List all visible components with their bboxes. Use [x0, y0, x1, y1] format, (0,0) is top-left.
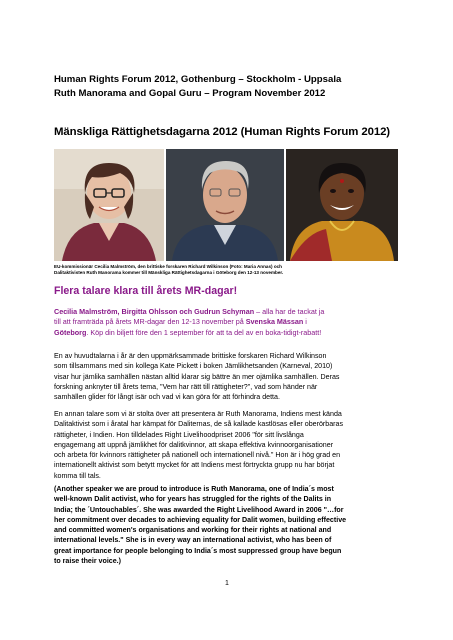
section-heading: Flera talare klara till årets MR-dagar!: [54, 285, 238, 297]
paragraph-line: som tillsammans med sin kollega Kate Pickett i boken Jämlikhetsanden (Karneval, 2010): [54, 362, 333, 371]
header-line-2: Ruth Manorama and Gopal Guru – Program November 2012: [54, 88, 326, 99]
paragraph-line: rättigheter, i Indien. Hon tilldelades Right Livelihoodpriset 2006 "för sitt livslånga: [54, 430, 304, 439]
paragraph-manorama-sv: [54, 409, 397, 481]
paragraph-line: forskning anknyter till årets tema, "Vem har rätt till rättigheter?", vad som händer när: [54, 382, 318, 391]
venue-name: Svenska Mässan: [245, 317, 304, 327]
paragraph-line: och arbeta för kvinnors rättigheter på nationell och internationell nivå." Hon är i hög grad en: [54, 451, 341, 460]
paragraph-line: komma till tals.: [54, 471, 101, 480]
paragraph-line: Dalitaktivist som i åratal har kämpat för Daliternas, de så kallade kastlösas eller oberörbaras: [54, 420, 344, 429]
paragraph-wilkinson: [54, 351, 397, 402]
paragraph-line: En av huvudtalarna i år är den uppmärksammade brittiske forskaren Richard Wilkinson: [54, 352, 327, 360]
intro-line-3-text: . Köp din biljett före den 1 september för att ta del av en boka-tidigt-rabatt!: [86, 327, 322, 337]
paragraph-manorama-en: [54, 484, 397, 566]
paragraph-line: international levels." She is in every way an international activist, who has been of: [54, 536, 332, 545]
header-line-1: Human Rights Forum 2012, Gothenburg – Stockholm - Uppsala: [54, 74, 342, 85]
paragraph-line: well-known Dalit activist, who for years has struggled for the rights of the Dalits in: [54, 495, 332, 504]
paragraph-line: (Another speaker we are proud to introduce is Ruth Manorama, one of India´s most: [54, 485, 334, 493]
intro-paragraph: [54, 307, 397, 338]
paragraph-line: to raise their voice.): [54, 557, 122, 566]
intro-line-2-text: till att framträda på årets MR-dagar den 12-13 november på: [54, 317, 246, 327]
main-title: Mänskliga Rättighetsdagarna 2012 (Human Rights Forum 2012): [54, 126, 391, 138]
speaker-names: Cecilia Malmström, Birgitta Ohlsson och Gudrun Schyman: [54, 307, 255, 316]
paragraph-line: En annan talare som vi är stolta över att presentera är Ruth Manorama, Indiens mest kända: [54, 410, 342, 418]
intro-line-2: [54, 317, 397, 327]
page-number: 1: [225, 580, 229, 587]
intro-line-3: [54, 328, 397, 338]
document-header: [54, 73, 434, 101]
caption-line-2: Dalitaktivisten Ruth Manorama kommer till Mänskliga Rättighetsdagarna i Göteborg den 12-13 november.: [54, 270, 284, 275]
intro-line-1: [54, 307, 397, 317]
intro-line-1-text: – alla har de tackat ja: [254, 307, 325, 316]
paragraph-line: her commitment over decades to achieving equality for Dalit women, building effective: [54, 515, 347, 524]
paragraph-line: and committed women's organisations and working for their rights at national and: [54, 526, 332, 535]
photo-caption: [54, 264, 399, 276]
caption-line-1: EU-kommissionär Cecilia Malmström, den brittiske forskaren Richard Wilkinson (Foto: Maria Annas) och: [54, 264, 282, 269]
paragraph-line: great importance for people belonging to India´s most suppressed group have begun: [54, 546, 342, 555]
photo-cecilia-malmstrom: [54, 149, 164, 261]
paragraph-line: visar hur jämlika samhällen nästan alltid klarar sig bättre än mer ojämlika samhällen. Deras: [54, 372, 340, 381]
city-name: Göteborg: [54, 327, 87, 337]
photo-richard-wilkinson: [166, 149, 284, 261]
intro-line-2-end: i: [303, 317, 307, 327]
paragraph-line: samhällen glider för långt isär och vad vi kan göra för att förhindra detta.: [54, 393, 280, 402]
paragraph-line: India; the ´Untouchables´. She was awarded the Right Livelihood Award in 2006 "…for: [54, 505, 344, 514]
paragraph-line: engagemang att uppnå jämlikhet för dalitkvinnor, att skapa effektiva kvinnoorganisationer: [54, 440, 334, 449]
photo-ruth-manorama: [286, 149, 398, 261]
paragraph-line: internationellt aktivist som betytt mycket för att Indiens mest förtryckta grupp nu har börjat: [54, 461, 335, 470]
